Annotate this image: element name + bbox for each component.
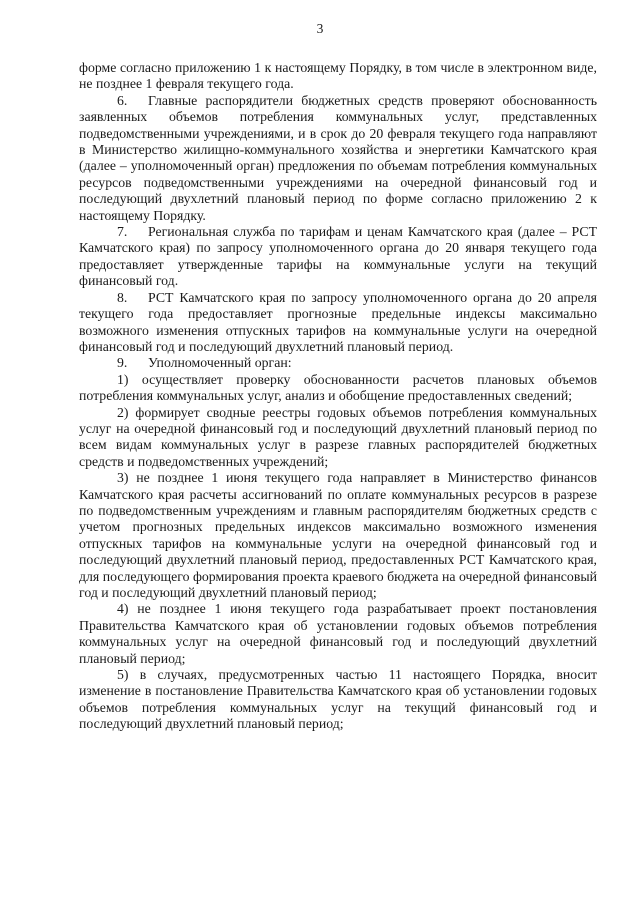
paragraph-6 xyxy=(79,93,597,224)
paragraph-text: Главные распорядители бюджетных средств проверяют обоснованность заявленных объемов потребления коммунальных услуг, представленных подведомственными учреждениями, и в срок до 20 февраля текущего года направляют в Министерство жилищно-коммунального хозяйства и энергетики Камчатского края (далее – уполномоченный орган) предложения по объемам потребления коммунальных ресурсов подведомственными учреждениями на очередной финансовый год и последующий двухлетний плановый период по форме согласно приложению 2 к настоящему Порядку. xyxy=(79,92,597,223)
paragraph-8 xyxy=(79,290,597,356)
item-number: 7. xyxy=(117,224,128,240)
subitem-3: 3) не позднее 1 июня текущего года направляет в Министерство финансов Камчатского края расчеты ассигнований по оплате коммунальных ресурсов в разрезе по подведомственным учреждениям и главным распорядителям бюджетных средств с учетом прогнозных предельных индексов максимально возможного изменения отпускных тарифов на коммунальные услуги на очередной финансовый год и последующий двухлетний плановый период, предоставленных РСТ Камчатского края, для последующего формирования проекта краевого бюджета на очередной финансовый год и последующий двухлетний плановый период; xyxy=(79,470,597,600)
paragraph-text: РСТ Камчатского края по запросу уполномоченного органа до 20 апреля текущего года предоставляет прогнозные предельные индексы максимально возможного изменения отпускных тарифов на коммунальные услуги на очередной финансовый год и последующий двухлетний плановый период. xyxy=(79,289,597,354)
item-number: 8. xyxy=(117,289,128,305)
item-number: 6. xyxy=(117,92,128,108)
item-number: 9. xyxy=(117,355,128,371)
page-number: 3 xyxy=(316,21,324,36)
paragraph-text: Уполномоченный орган: xyxy=(148,355,292,371)
paragraph-9 xyxy=(79,355,597,371)
paragraph-continuation: форме согласно приложению 1 к настоящему Порядку, в том числе в электронном виде, не позднее 1 февраля текущего года. xyxy=(79,60,597,92)
subitem-4: 4) не позднее 1 июня текущего года разрабатывает проект постановления Правительства Камчатского края об установлении годовых объемов потребления коммунальных услуг на очередной финансовый год и последующий двухлетний плановый период; xyxy=(79,601,597,666)
paragraph-text: Региональная служба по тарифам и ценам Камчатского края (далее – РСТ Камчатского края) по запросу уполномоченного органа до 20 января текущего года предоставляет утвержденные тарифы на коммунальные услуги на текущий финансовый год. xyxy=(79,224,597,289)
subitem-1: 1) осуществляет проверку обоснованности расчетов плановых объемов потребления коммунальных услуг, анализ и обобщение предоставленных сведений; xyxy=(79,371,597,404)
subitem-2: 2) формирует сводные реестры годовых объемов потребления коммунальных услуг на очередной финансовый год и последующий двухлетний плановый период по всем видам коммунальных услуг в разрезе главных распорядителей бюджетных средств и подведомственных учреждений; xyxy=(79,404,597,469)
document-body xyxy=(79,60,597,733)
subitem-5: 5) в случаях, предусмотренных частью 11 настоящего Порядка, вносит изменение в постановление Правительства Камчатского края об установлении годовых объемов потребления коммунальных услуг на текущий финансовый год и последующий двухлетний плановый период; xyxy=(79,667,597,732)
paragraph-7 xyxy=(79,224,597,290)
